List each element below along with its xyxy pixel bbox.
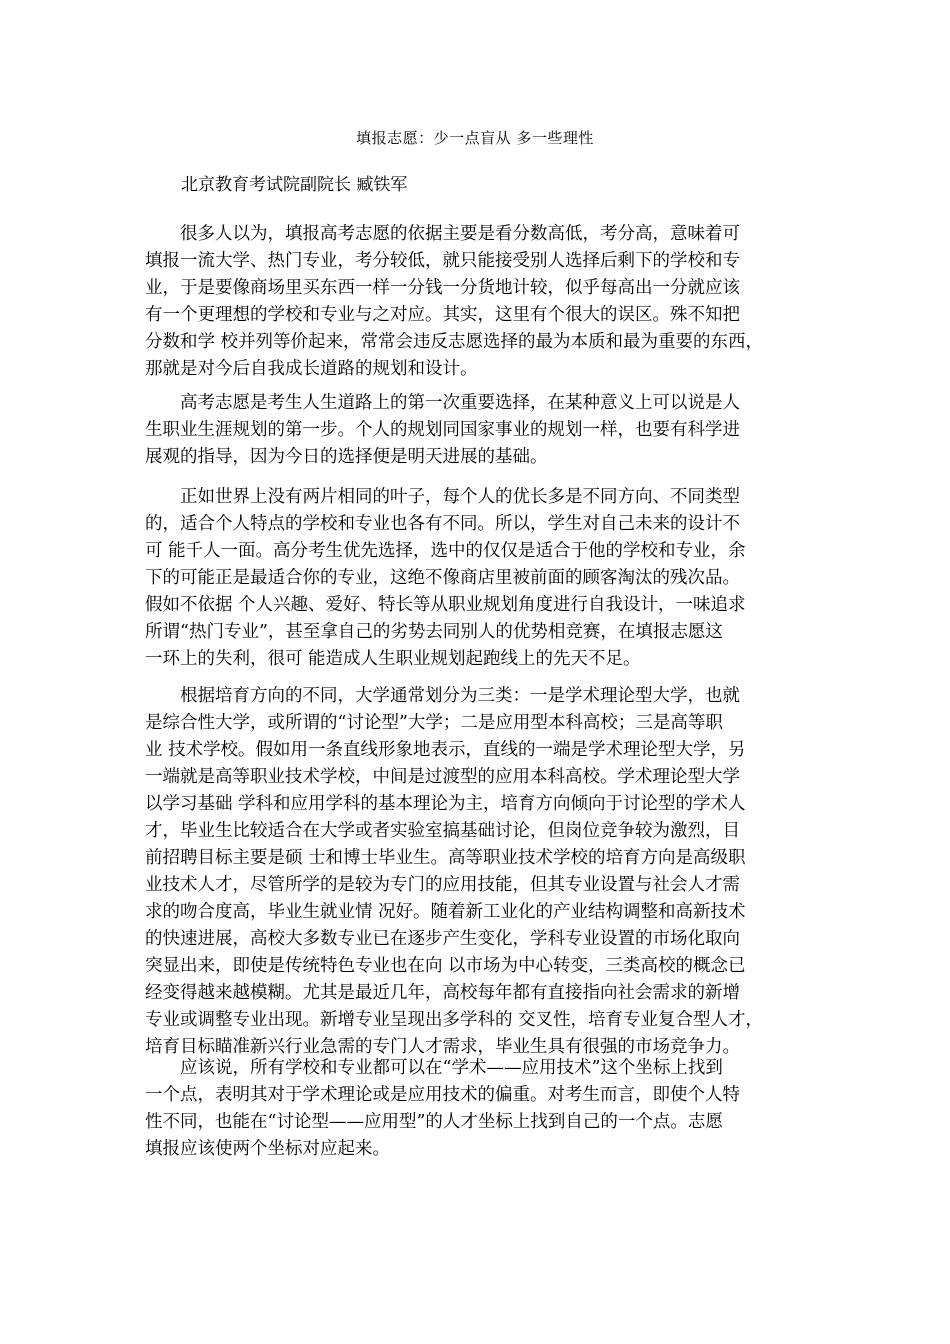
paragraph-line: 展观的指导，因为今日的选择便是明天进展的基础。 [145, 447, 548, 467]
paragraph-line: 高考志愿是考生人生道路上的第一次重要选择，在某种意义上可以说是人 [145, 393, 740, 413]
paragraph-line: 根据培育方向的不同，大学通常划分为三类：一是学术理论型大学，也就 [145, 686, 740, 706]
paragraph-line: 一端就是高等职业技术学校，中间是过渡型的应用本科高校。学术理论型大学 [145, 767, 740, 787]
paragraph-line: 是综合性大学，或所谓的“讨论型”大学；二是应用型本科高校；三是高等职 [145, 713, 723, 733]
paragraph-4 [145, 683, 820, 1061]
paragraph-line: 业技术人才，尽管所学的是较为专门的应用技能，但其专业设置与社会人才需 [145, 875, 740, 895]
paragraph-line: 培育目标瞄准新兴行业急需的专门人才需求，毕业生具有很强的市场竞争力。 [145, 1037, 740, 1057]
paragraph-line: 前招聘目标主要是硕 士和博士毕业生。高等职业技术学校的培育方向是高级职 [145, 848, 746, 868]
paragraph-line: 一环上的失利，很可 能造成人生职业规划起跑线上的先天不足。 [145, 649, 641, 669]
paragraph-line: 可 能千人一面。高分考生优先选择，选中的仅仅是适合于他的学校和专业，余 [145, 541, 746, 561]
paragraph-line: 那就是对今后自我成长道路的规划和设计。 [145, 359, 478, 379]
paragraph-line: 性不同，也能在“讨论型——应用型”的人才坐标上找到自己的一个点。志愿 [145, 1112, 723, 1132]
paragraph-line: 的快速进展，高校大多数专业已在逐步产生变化，学科专业设置的市场化取向 [145, 929, 740, 949]
paragraph-line: 填报一流大学、热门专业，考分较低，就只能接受别人选择后剩下的学校和专 [145, 251, 740, 271]
author-line: 北京教育考试院副院长 臧铁军 [181, 175, 408, 195]
paragraph-line: 分数和学 校并列等价起来，常常会违反志愿选择的最为本质和最为重要的东西， [145, 332, 764, 352]
paragraph-3 [145, 484, 820, 673]
paragraph-line: 业 技术学校。假如用一条直线形象地表示，直线的一端是学术理论型大学，另 [145, 740, 746, 760]
paragraph-line: 一个点，表明其对于学术理论或是应用技术的偏重。对考生而言，即使个人特 [145, 1085, 740, 1105]
paragraph-line: 正如世界上没有两片相同的叶子，每个人的优长多是不同方向、不同类型 [145, 487, 740, 507]
paragraph-line: 才，毕业生比较适合在大学或者实验室搞基础讨论，但岗位竞争较为激烈，目 [145, 821, 740, 841]
paragraph-line: 假如不依据 个人兴趣、爱好、特长等从职业规划角度进行自我设计，一味追求 [145, 595, 746, 615]
paragraph-line: 经变得越来越模糊。尤其是最近几年，高校每年都有直接指向社会需求的新增 [145, 983, 740, 1003]
paragraph-1 [145, 221, 820, 383]
paragraph-2 [145, 390, 820, 471]
paragraph-line: 突显出来，即使是传统特色专业也在向 以市场为中心转变，三类高校的概念已 [145, 956, 746, 976]
paragraph-line: 很多人以为，填报高考志愿的依据主要是看分数高低，考分高，意味着可 [145, 224, 740, 244]
paragraph-line: 专业或调整专业出现。新增专业呈现出多学科的 交叉性，培育专业复合型人才， [145, 1010, 764, 1030]
paragraph-line: 填报应该使两个坐标对应起来。 [145, 1139, 390, 1159]
paragraph-line: 下的可能正是最适合你的专业，这绝不像商店里被前面的顾客淘汰的残次品。 [145, 568, 740, 588]
paragraph-line: 有一个更理想的学校和专业与之对应。其实，这里有个很大的误区。殊不知把 [145, 305, 740, 325]
document-title: 填报志愿：少一点盲从 多一些理性 [356, 129, 594, 147]
paragraph-line: 以学习基础 学科和应用学科的基本理论为主，培育方向倾向于讨论型的学术人 [145, 794, 746, 814]
paragraph-line: 应该说，所有学校和专业都可以在“学术——应用技术”这个坐标上找到 [145, 1058, 723, 1078]
paragraph-line: 的，适合个人特点的学校和专业也各有不同。所以，学生对自己未来的设计不 [145, 514, 740, 534]
paragraph-line: 所谓“热门专业”，甚至拿自己的劣势去同别人的优势相竞赛，在填报志愿这 [145, 622, 723, 642]
paragraph-line: 求的吻合度高，毕业生就业情 况好。随着新工业化的产业结构调整和高新技术 [145, 902, 746, 922]
paragraph-line: 生职业生涯规划的第一步。个人的规划同国家事业的规划一样，也要有科学进 [145, 420, 740, 440]
paragraph-line: 业，于是要像商场里买东西一样一分钱一分货地计较，似乎每高出一分就应该 [145, 278, 740, 298]
paragraph-5 [145, 1055, 820, 1163]
